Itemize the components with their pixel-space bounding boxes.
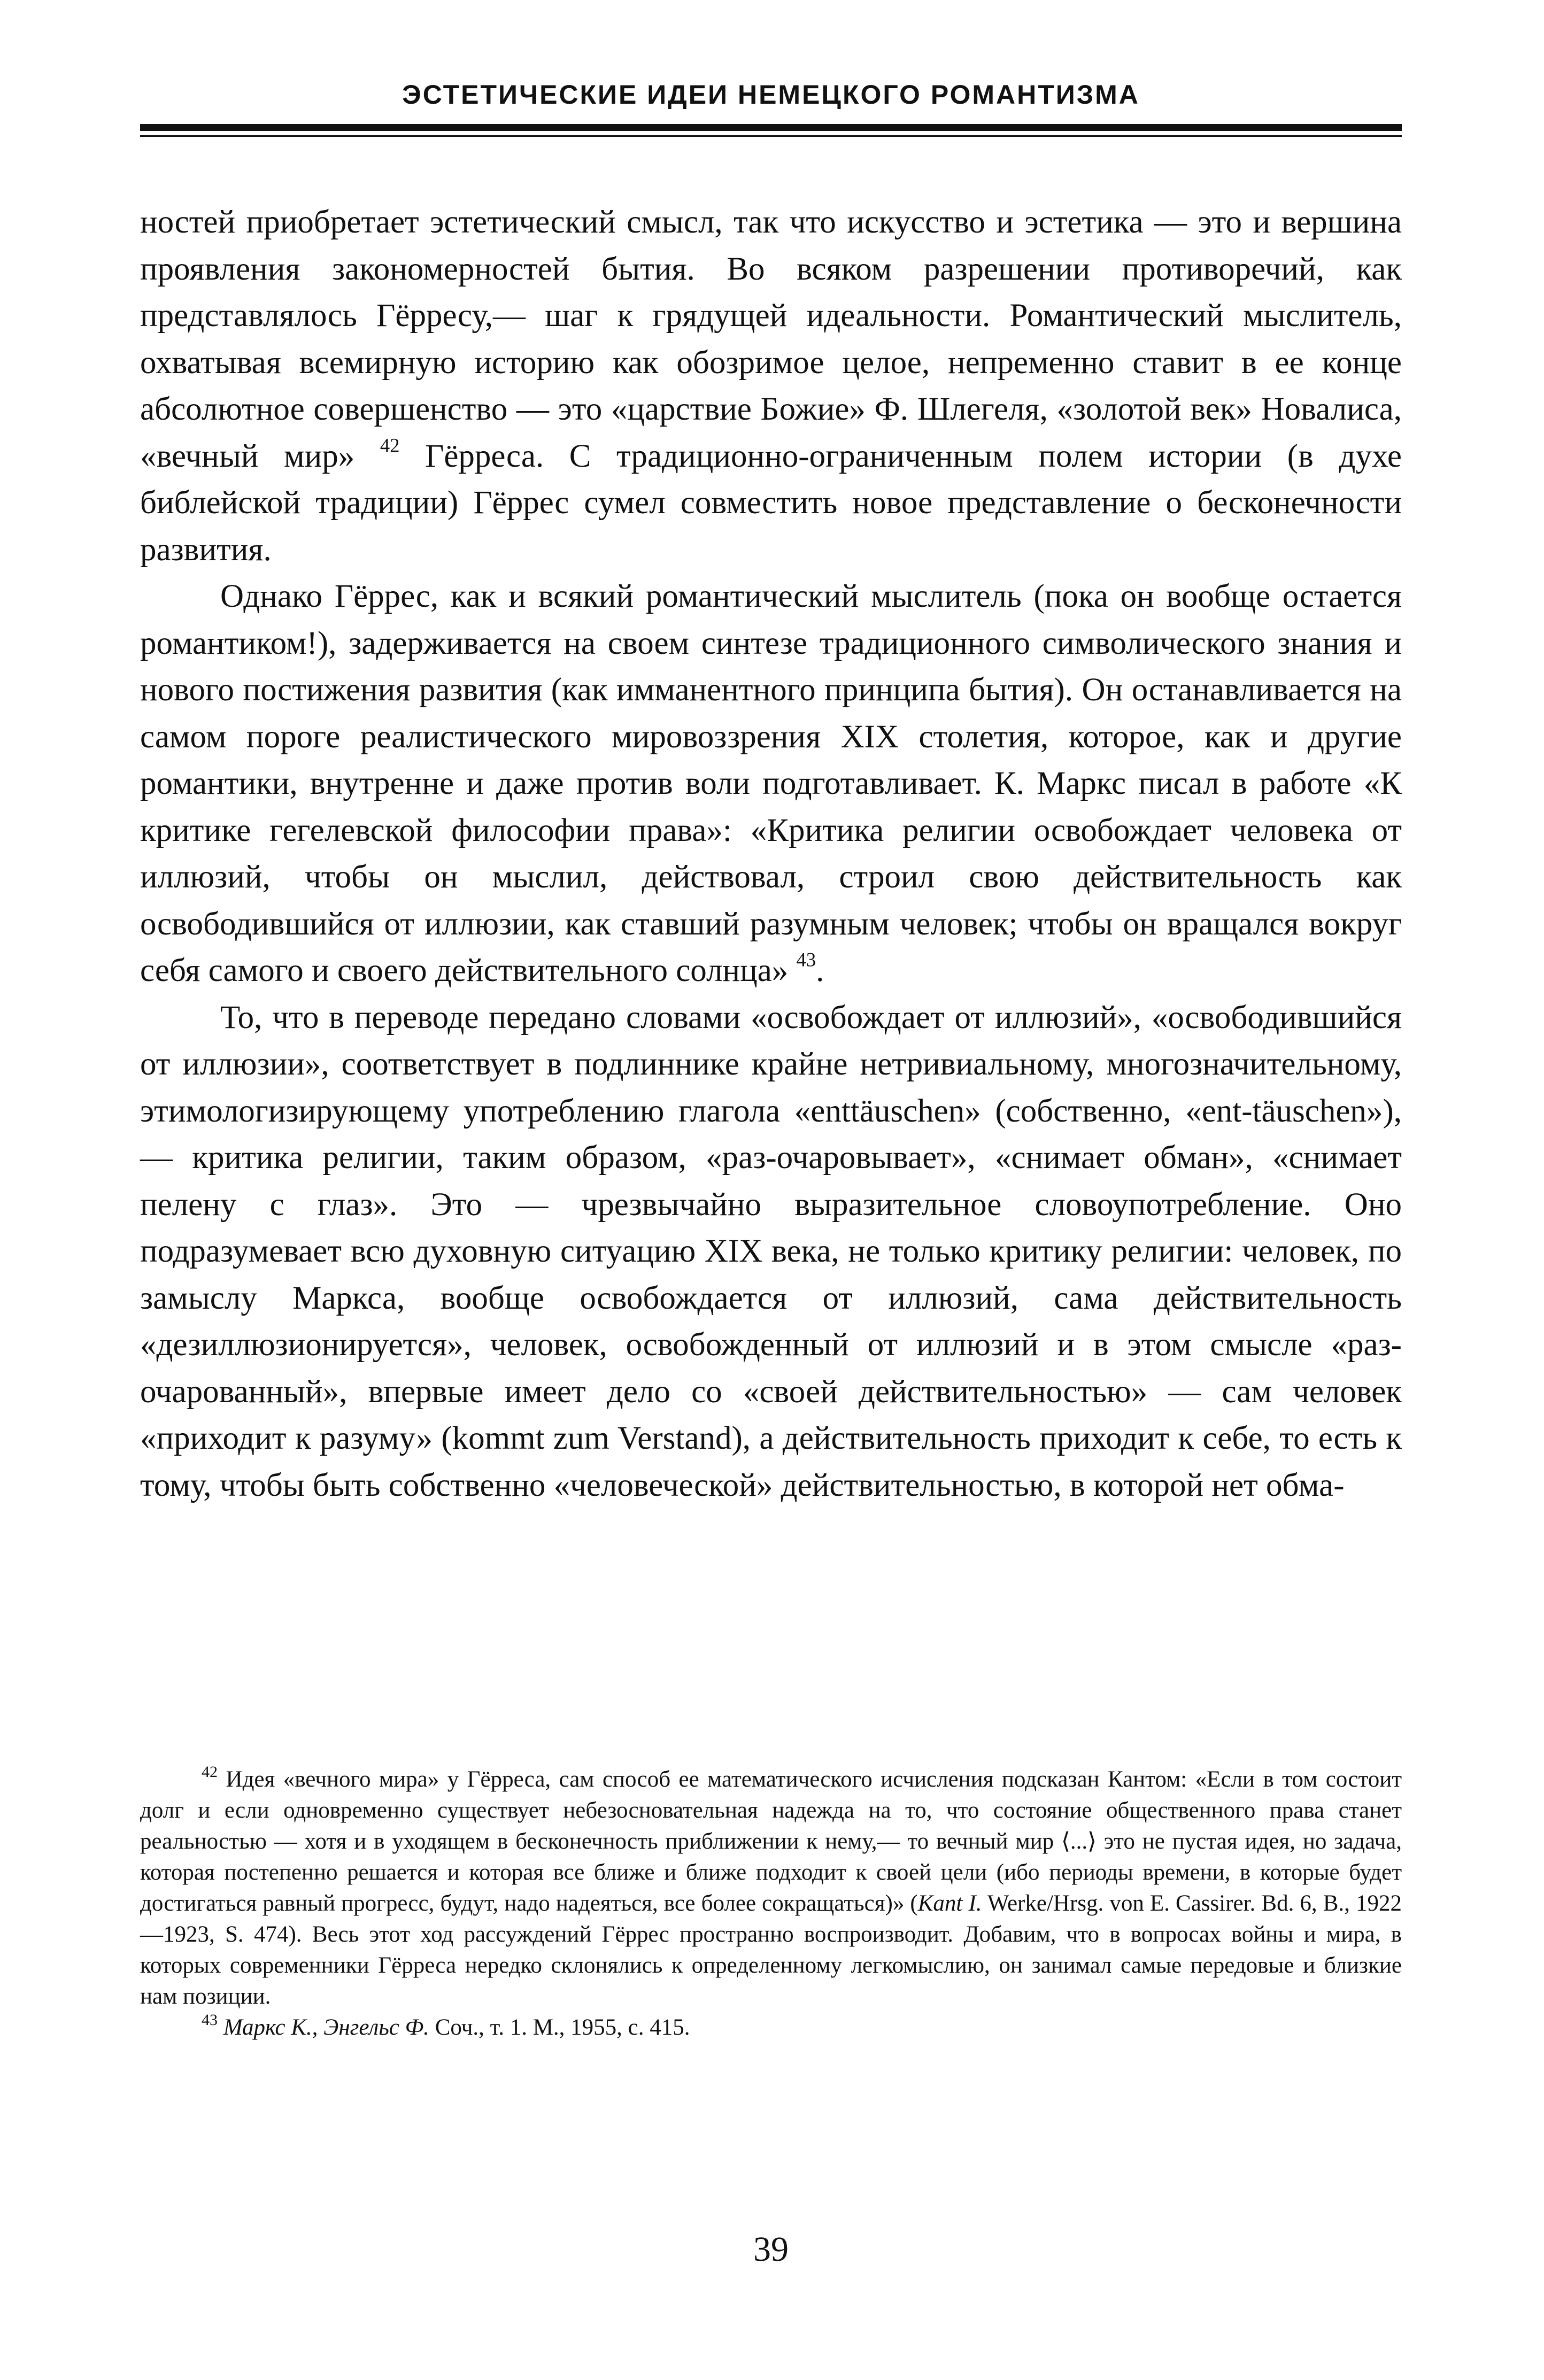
- paragraph-1: [140, 199, 1402, 573]
- footnote-43-mark: 43: [202, 2010, 218, 2029]
- paragraph-1-text-a: ностей приобретает эстетический смысл, так что искусство и эстетика — это и вершина проявления закономерностей бытия. Во всяком разрешении противоречий, как представлялось Гёрресу,— шаг к грядущей идеальности. Романтический мыслитель, охватывая всемирную историю как обозримое целое, непременно ставит в ее конце абсолютное совершенство — это «царствие Божие» Ф. Шлегеля, «золотой век» Новалиса, «вечный мир»: [140, 204, 1402, 474]
- footnote-42: [140, 1764, 1402, 2012]
- header-rule-thick: [140, 124, 1402, 131]
- footnote-ref-42[interactable]: 42: [380, 434, 400, 457]
- paragraph-2-text-a: Однако Гёррес, как и всякий романтический мыслитель (пока он вообще остается романтиком!), задерживается на своем синтезе традиционного символического знания и нового постижения развития (как имманентного принципа бытия). Он останавливается на самом пороге реалистического мировоззрения XIX столетия, которое, как и другие романтики, внутренне и даже против воли подготавливает. К. Маркс писал в работе «К критике гегелевской философии права»: «Критика религии освобождает человека от иллюзий, чтобы он мыслил, действовал, строил свою действительность как освободившийся от иллюзии, как ставший разумным человек; чтобы он вращался вокруг себя самого и своего действительного солнца»: [140, 578, 1402, 988]
- header-rule-thin: [140, 135, 1402, 137]
- paragraph-3: То, что в переводе передано словами «освобождает от иллюзий», «освободившийся от иллюзии», соответствует в подлиннике крайне нетривиальному, многозначительному, этимологизирующему употреблению глагола «enttäuschen» (собственно, «ent-täuschen»),— критика религии, таким образом, «раз-очаровывает», «снимает обман», «снимает пелену с глаз». Это — чрезвычайно выразительное словоупотребление. Оно подразумевает всю духовную ситуацию XIX века, не только критику религии: человек, по замыслу Маркса, вообще освобождается от иллюзий, сама действительность «дезиллюзионируется», человек, освобожденный от иллюзий и в этом смысле «раз-очарованный», впервые имеет дело со «своей действительностью» — сам человек «приходит к разуму» (kommt zum Verstand), а действительность приходит к себе, то есть к тому, чтобы быть собственно «человеческой» действительностью, в которой нет обма-: [140, 999, 1402, 1503]
- paragraph-2: [140, 573, 1402, 994]
- main-text: [140, 199, 1402, 1509]
- footnote-42-cite: Kant I.: [917, 1891, 982, 1916]
- footnote-42-text-a: Идея «вечного мира» у Гёрреса, сам способ ее математического исчисления подсказан Кантом: «Если в том состоит долг и если одновременно существует небезосновательная надежда на то, что состояние общественного права станет реальностью — хотя и в уходящем в бесконечность приближении к нему,— то вечный мир ⟨...⟩ это не пустая идея, но задача, которая постепенно решается и которая все ближе и ближе подходит к своей цели (ибо периоды времени, в которые будет достигаться равный прогресс, будут, надо надеяться, все более сокращаться)» (: [140, 1767, 1402, 1916]
- footnote-42-text-b: Werke/Hrsg. von E. Cassirer. Bd. 6, B., 1922—1923, S. 474). Весь этот ход рассуждений Гёррес пространно воспроизводит. Добавим, что в вопросах войны и мира, в которых современники Гёрреса нередко склонялись к определенному легкомыслию, он занимал самые передовые и близкие нам позиции.: [140, 1891, 1402, 2009]
- footnote-43: [140, 2012, 1402, 2043]
- paragraph-1-text-b: Гёрреса. С традиционно-ограниченным полем истории (в духе библейской традиции) Гёррес сумел совместить новое представление о бесконечности развития.: [140, 438, 1402, 568]
- footnote-42-mark: 42: [202, 1762, 218, 1781]
- running-header: ЭСТЕТИЧЕСКИЕ ИДЕИ НЕМЕЦКОГО РОМАНТИЗМА: [402, 80, 1140, 110]
- footnotes: [140, 1764, 1402, 2043]
- footnote-43-text: Соч., т. 1. М., 1955, с. 415.: [429, 2015, 690, 2040]
- paragraph-2-text-b: .: [816, 953, 824, 988]
- footnote-43-authors: Маркс К., Энгельс Ф.: [218, 2015, 429, 2040]
- footnote-ref-43[interactable]: 43: [796, 948, 816, 971]
- page-number: 39: [753, 2230, 789, 2269]
